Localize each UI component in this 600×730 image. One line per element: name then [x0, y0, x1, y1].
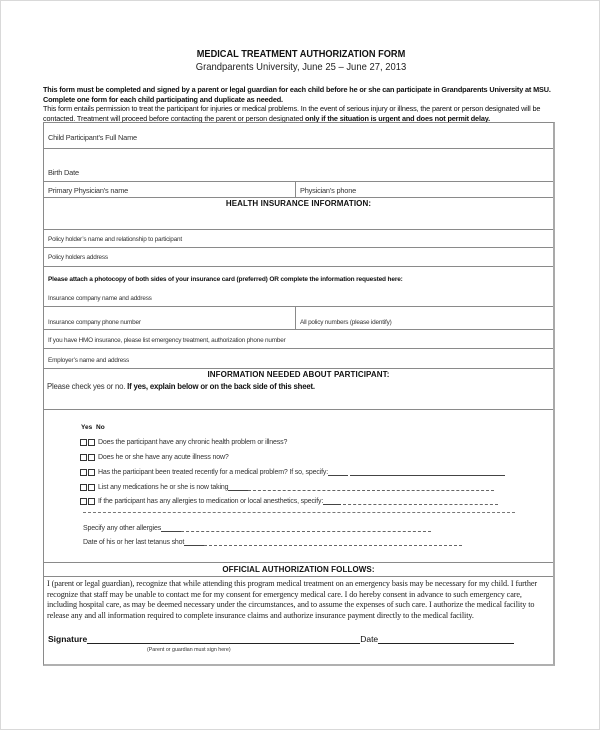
question-text: Does the participant have any chronic health problem or illness?: [98, 438, 288, 446]
no-checkbox[interactable]: [88, 469, 95, 476]
yes-checkbox[interactable]: [80, 469, 87, 476]
tetanus-blank[interactable]: [184, 538, 204, 546]
intro-bold-line-2: Complete one form for each child participating and duplicate as needed.: [43, 94, 283, 104]
hmo-phone-label: If you have HMO insurance, please list emergency treatment, authorization phone number: [48, 337, 286, 344]
employer-field[interactable]: [44, 349, 553, 369]
insurance-company-field[interactable]: [44, 267, 553, 307]
tetanus-blank-extended[interactable]: [204, 538, 462, 546]
signature-field[interactable]: [87, 634, 360, 644]
allergies-blank-extended[interactable]: [343, 497, 498, 505]
intro-normal-text: This form entails permission to treat the participant for injuries or medical problems. In the event of serious injury or illness, the parent or person designated will be contacted. Treatment will proceed before contacting the parent or person designated: [43, 104, 541, 123]
other-allergies-row: [83, 522, 431, 532]
policy-holder-address-field[interactable]: [44, 248, 553, 267]
other-allergies-label: Specify any other allergies: [83, 525, 162, 532]
yes-checkbox[interactable]: [80, 498, 87, 505]
birth-date-label: Birth Date: [48, 168, 79, 177]
tetanus-row: [83, 536, 462, 546]
allergies-continuation-line[interactable]: [83, 512, 515, 513]
question-text: If the participant has any allergies to medication or local anesthetics, specify:: [98, 497, 324, 505]
authorization-header-row: [44, 563, 553, 577]
yes-no-header: [81, 424, 105, 431]
recent-treatment-blank-extended[interactable]: [350, 468, 505, 476]
physician-row: [44, 182, 553, 198]
form-table: [43, 122, 555, 666]
company-phone-field[interactable]: [44, 307, 295, 329]
authorization-body: [44, 577, 553, 665]
yes-checkbox[interactable]: [80, 484, 87, 491]
physician-phone-label: Physician’s phone: [300, 186, 357, 195]
authorization-header: OFFICIAL AUTHORIZATION FOLLOWS:: [222, 565, 375, 574]
child-name-field[interactable]: [44, 123, 553, 149]
no-checkbox[interactable]: [88, 498, 95, 505]
form-title: MEDICAL TREATMENT AUTHORIZATION FORM: [196, 48, 406, 60]
policy-numbers-field[interactable]: [296, 307, 553, 329]
company-phone-label: Insurance company phone number: [48, 319, 141, 326]
physician-name-field[interactable]: [44, 182, 295, 197]
date-field[interactable]: [378, 634, 514, 644]
date-label: Date: [360, 634, 379, 644]
no-label: No: [96, 424, 105, 431]
signature-line: [48, 634, 514, 644]
yes-checkbox[interactable]: [80, 439, 87, 446]
policy-numbers-label: All policy numbers (please identify): [300, 319, 392, 326]
physician-name-label: Primary Physician’s name: [48, 186, 129, 195]
medications-blank[interactable]: [228, 483, 248, 491]
attach-card-note: Please attach a photocopy of both sides of your insurance card (preferred) OR complete the information requested here:: [48, 276, 403, 283]
recent-treatment-blank[interactable]: [328, 468, 348, 476]
question-medications: [80, 482, 494, 492]
question-text: Does he or she have any acute illness now?: [98, 453, 229, 461]
question-text: Has the participant been treated recently for a medical problem? If so, specify:: [98, 468, 329, 476]
instruction-bold: If yes, explain below or on the back side of this sheet.: [127, 382, 315, 391]
participant-info-section: [44, 369, 553, 410]
tetanus-label: Date of his or her last tetanus shot: [83, 539, 185, 546]
other-allergies-blank[interactable]: [161, 524, 181, 532]
question-recent-treatment: [80, 467, 505, 477]
question-text: List any medications he or she is now taking: [98, 483, 229, 491]
participant-info-header: INFORMATION NEEDED ABOUT PARTICIPANT:: [207, 370, 390, 379]
question-allergies: [80, 496, 498, 506]
form-subtitle: Grandparents University, June 25 – June 27, 2013: [195, 61, 407, 73]
question-chronic-illness: [80, 437, 287, 447]
intro-bold-line-1: This form must be completed and signed by a parent or legal guardian for each child before he or she can participate in Grandparents University at MSU.: [43, 85, 551, 94]
policy-holder-name-label: Policy holder’s name and relationship to participant: [48, 236, 182, 243]
physician-phone-field[interactable]: [296, 182, 553, 197]
health-insurance-section: [44, 198, 553, 230]
other-allergies-blank-extended[interactable]: [181, 524, 431, 532]
instruction-normal: Please check yes or no.: [47, 382, 128, 391]
authorization-text: I (parent or legal guardian), recognize that while attending this program medical treatment on an emergency basis may be necessary for my child. I further recognize that staff may be unable to contact me for my consent for emergency medical care. I do hereby consent in advance to such emergency care, including hospital care, as may be deemed necessary under the circumstances, and to assume the expenses of such care. I authorize the medical facility to release any and all information required to complete insurance claims and authorize insurance payment directly to the medical facility.: [47, 579, 538, 620]
policy-holder-address-label: Policy holders address: [48, 254, 108, 261]
no-checkbox[interactable]: [88, 439, 95, 446]
no-checkbox[interactable]: [88, 484, 95, 491]
employer-label: Employer’s name and address: [48, 357, 130, 364]
company-name-address-label: Insurance company name and address: [48, 295, 152, 302]
policy-holder-name-field[interactable]: [44, 230, 553, 248]
health-insurance-header: HEALTH INSURANCE INFORMATION:: [225, 199, 372, 208]
medications-blank-extended[interactable]: [248, 483, 494, 491]
intro-text: [43, 85, 563, 123]
birth-date-field[interactable]: [44, 149, 553, 182]
intro-bold-tail: only if the situation is urgent and does not permit delay.: [305, 113, 490, 123]
question-acute-illness: [80, 452, 229, 462]
insurance-phone-row: [44, 307, 553, 330]
health-questions-block: [44, 410, 553, 563]
no-checkbox[interactable]: [88, 454, 95, 461]
hmo-phone-field[interactable]: [44, 330, 553, 349]
signature-label: Signature: [48, 634, 88, 644]
participant-info-instruction: [47, 382, 315, 391]
yes-label: Yes: [81, 424, 93, 431]
yes-checkbox[interactable]: [80, 454, 87, 461]
signature-note: (Parent or guardian must sign here): [147, 647, 231, 653]
allergies-blank[interactable]: [323, 497, 341, 505]
child-name-label: Child Participant’s Full Name: [48, 133, 137, 142]
